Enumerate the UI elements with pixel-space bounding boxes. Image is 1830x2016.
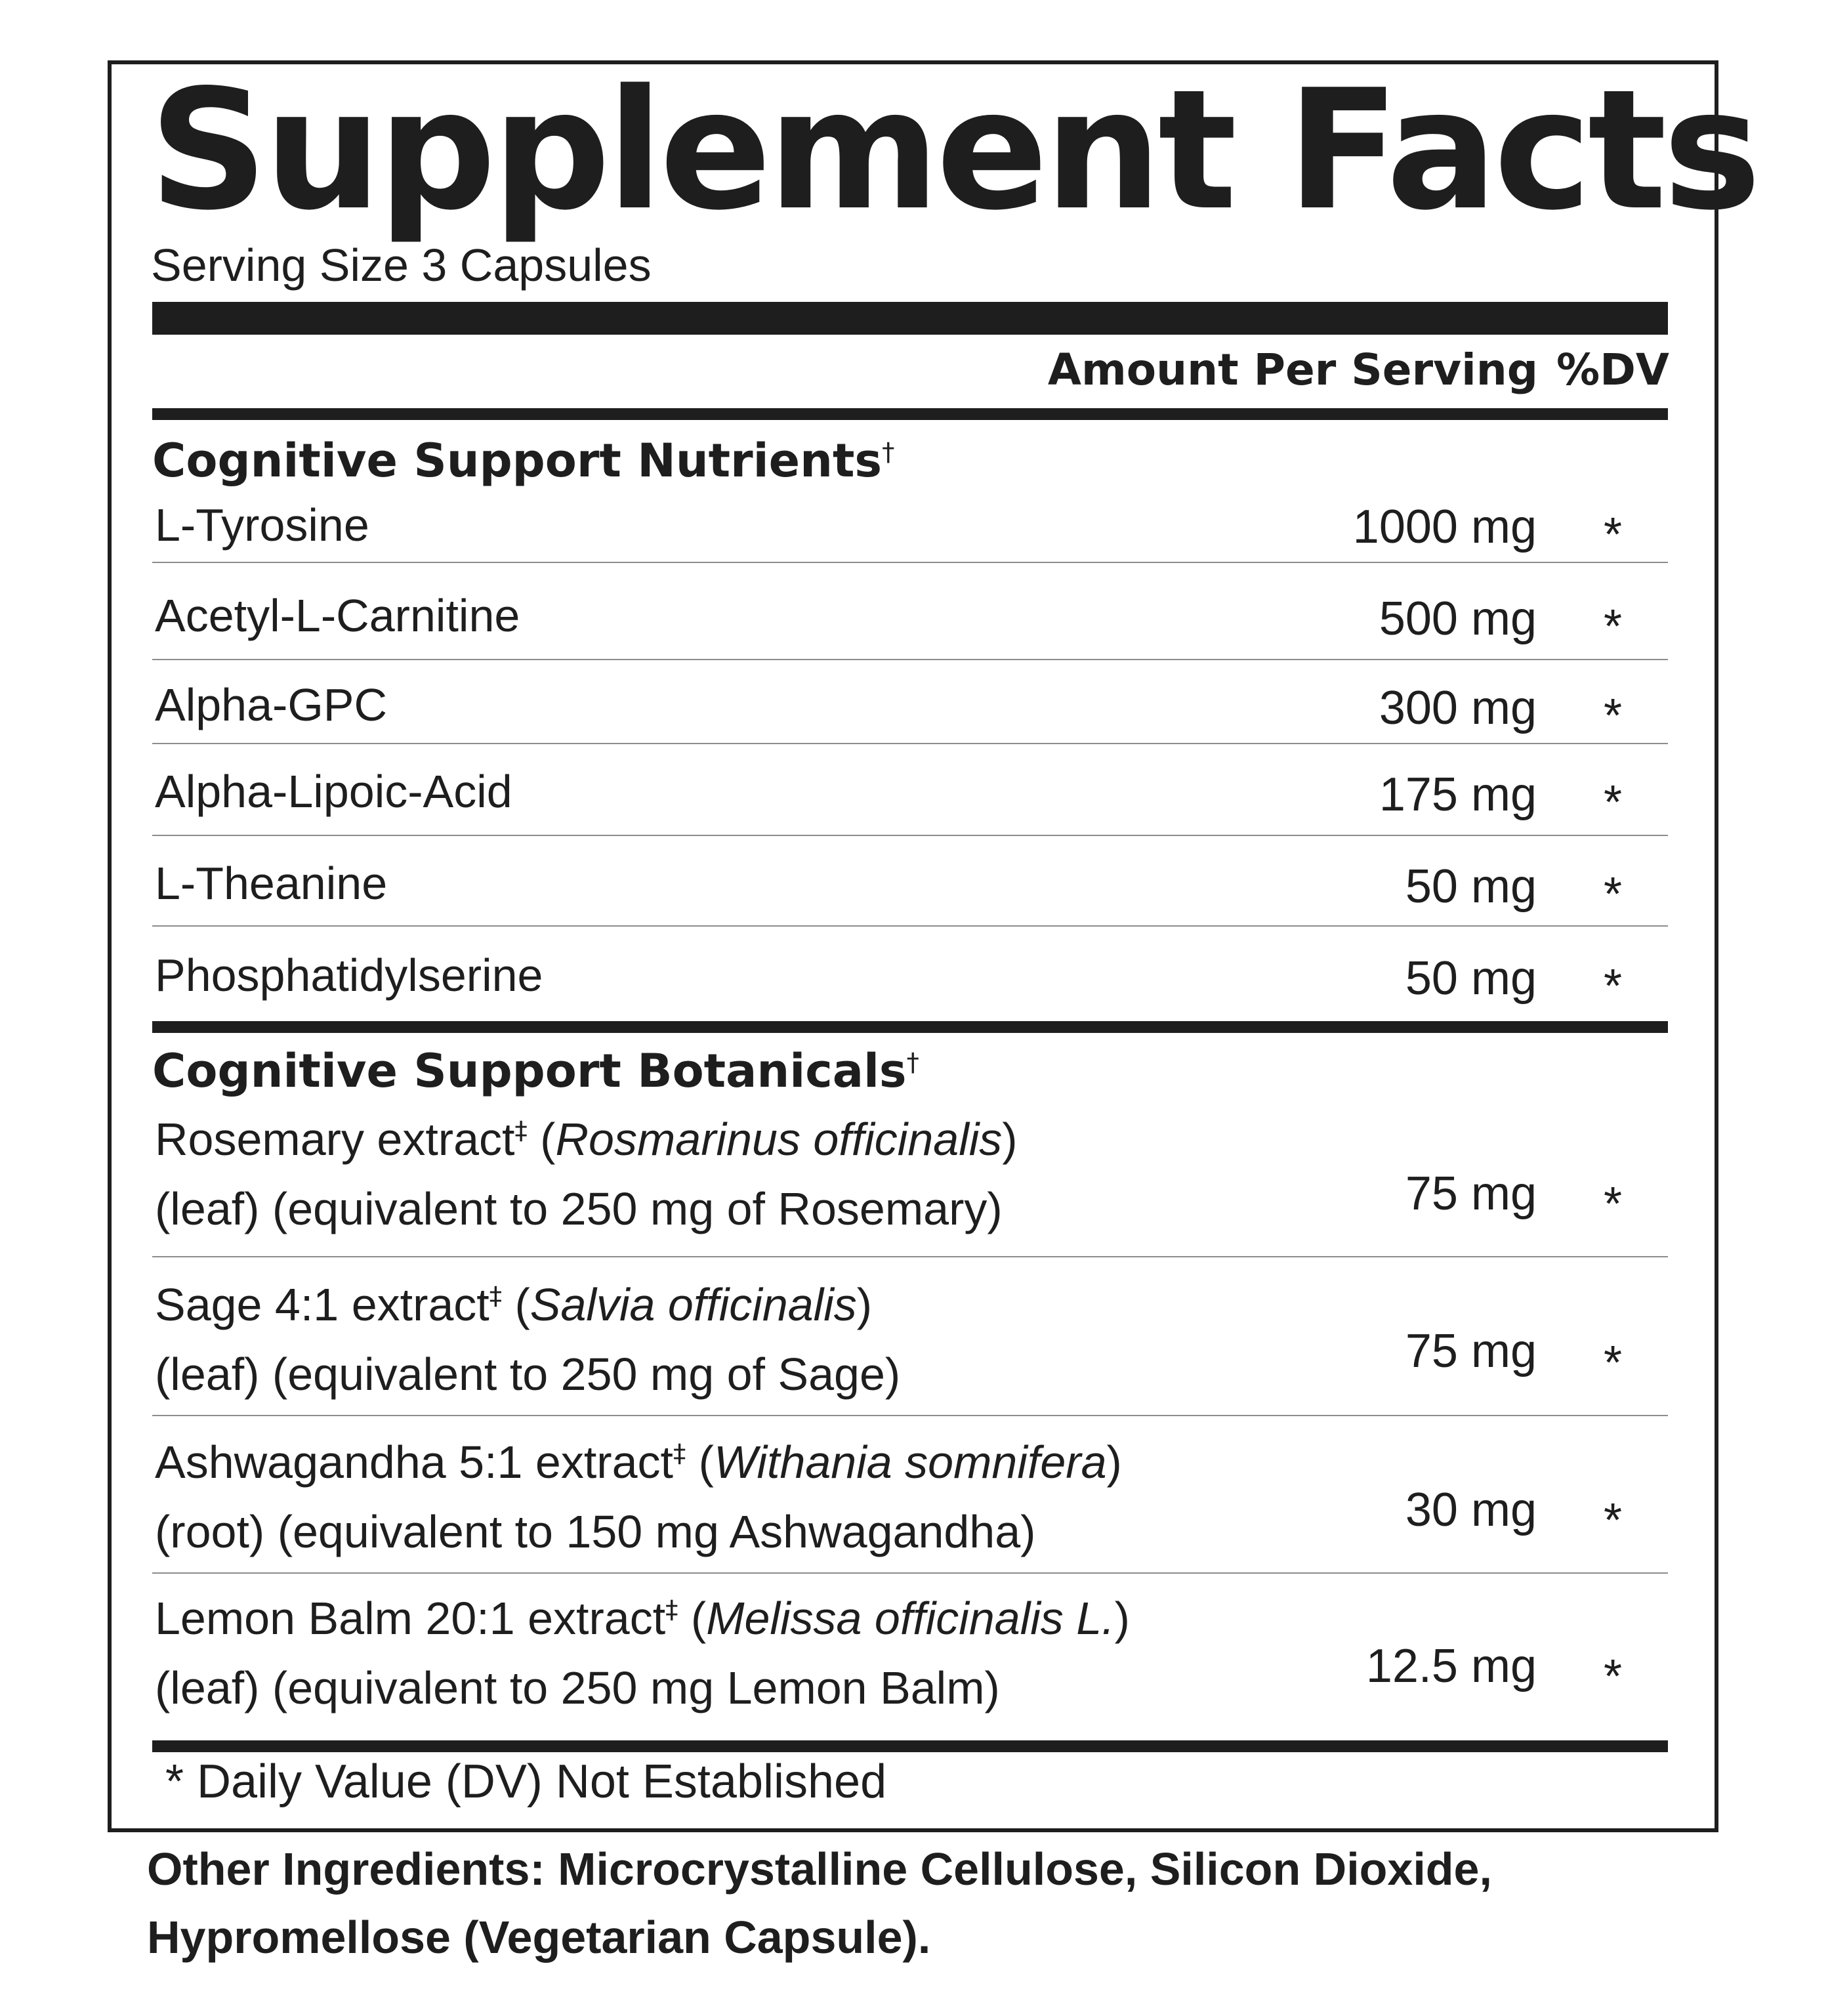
botanical-row bbox=[152, 1416, 1668, 1574]
botanical-row bbox=[152, 1105, 1668, 1257]
botanical-description: (leaf) (equivalent to 250 mg of Rosemary) bbox=[155, 1183, 1003, 1234]
botanical-name: Rosemary extract‡ (Rosmarinus officinalis) bbox=[155, 1114, 1018, 1165]
nutrient-dv: * bbox=[1603, 690, 1622, 742]
nutrient-amount: 50 mg bbox=[1405, 952, 1537, 1005]
nutrient-amount: 300 mg bbox=[1379, 682, 1537, 734]
botanical-latin-name: Withania somnifera bbox=[713, 1437, 1107, 1488]
nutrient-row bbox=[152, 744, 1668, 836]
nutrient-name: Alpha-GPC bbox=[155, 679, 388, 730]
nutrient-amount: 175 mg bbox=[1379, 768, 1537, 821]
nutrient-dv: * bbox=[1603, 509, 1622, 561]
botanical-description: (leaf) (equivalent to 250 mg of Sage) bbox=[155, 1349, 901, 1400]
botanical-amount: 75 mg bbox=[1405, 1167, 1537, 1220]
botanical-latin-name: Melissa officinalis L. bbox=[706, 1593, 1115, 1644]
botanical-name: Ashwagandha 5:1 extract‡ (Withania somnifera) bbox=[155, 1437, 1122, 1488]
botanical-dv: * bbox=[1603, 1494, 1622, 1547]
top-rule bbox=[152, 302, 1668, 335]
header-rule bbox=[152, 408, 1668, 420]
nutrient-dv: * bbox=[1603, 960, 1622, 1013]
nutrient-dv: * bbox=[1603, 776, 1622, 829]
botanical-amount: 30 mg bbox=[1405, 1484, 1537, 1536]
bottom-rule bbox=[152, 1740, 1668, 1752]
nutrient-row bbox=[152, 660, 1668, 744]
label-title: Supplement Facts bbox=[149, 54, 1758, 247]
nutrient-name: Phosphatidylserine bbox=[155, 950, 543, 1001]
nutrients-section-heading: Cognitive Support Nutrients† bbox=[152, 434, 895, 488]
nutrient-amount: 1000 mg bbox=[1352, 501, 1537, 553]
other-ingredients-line: Hypromellose (Vegetarian Capsule). bbox=[147, 1912, 931, 1963]
amount-per-serving-header: Amount Per Serving bbox=[1047, 345, 1538, 395]
nutrient-name: L-Theanine bbox=[155, 858, 388, 909]
nutrient-row bbox=[152, 496, 1668, 563]
nutrient-row bbox=[152, 927, 1668, 1018]
botanical-latin-name: Rosmarinus officinalis bbox=[555, 1114, 1003, 1165]
nutrient-dv: * bbox=[1603, 600, 1622, 653]
botanical-description: (root) (equivalent to 150 mg Ashwagandha) bbox=[155, 1506, 1036, 1557]
botanical-description: (leaf) (equivalent to 250 mg Lemon Balm) bbox=[155, 1662, 1000, 1713]
nutrient-row bbox=[152, 836, 1668, 927]
nutrient-name: L-Tyrosine bbox=[155, 499, 369, 551]
botanical-dv: * bbox=[1603, 1337, 1622, 1389]
other-ingredients-line: Other Ingredients: Microcrystalline Cellulose, Silicon Dioxide, bbox=[147, 1843, 1492, 1895]
botanical-amount: 75 mg bbox=[1405, 1325, 1537, 1377]
daily-value-header: %DV bbox=[1556, 345, 1669, 395]
nutrient-row bbox=[152, 563, 1668, 660]
serving-size: Serving Size 3 Capsules bbox=[151, 240, 652, 291]
nutrient-dv: * bbox=[1603, 868, 1622, 921]
botanical-dv: * bbox=[1603, 1178, 1622, 1230]
botanical-name: Sage 4:1 extract‡ (Salvia officinalis) bbox=[155, 1279, 873, 1330]
botanical-amount: 12.5 mg bbox=[1365, 1640, 1537, 1692]
section-rule bbox=[152, 1021, 1668, 1033]
botanical-dv: * bbox=[1603, 1650, 1622, 1703]
botanical-latin-name: Salvia officinalis bbox=[530, 1279, 857, 1330]
nutrient-name: Acetyl-L-Carnitine bbox=[155, 590, 520, 641]
other-ingredients bbox=[147, 1835, 1492, 1971]
nutrient-amount: 50 mg bbox=[1405, 860, 1537, 913]
nutrient-name: Alpha-Lipoic-Acid bbox=[155, 766, 512, 817]
daily-value-footnote: * Daily Value (DV) Not Established bbox=[165, 1755, 887, 1808]
botanicals-section-heading: Cognitive Support Botanicals† bbox=[152, 1044, 919, 1098]
botanical-row bbox=[152, 1257, 1668, 1416]
botanical-row bbox=[152, 1574, 1668, 1738]
nutrient-amount: 500 mg bbox=[1379, 593, 1537, 645]
botanical-name: Lemon Balm 20:1 extract‡ (Melissa officinalis L.) bbox=[155, 1593, 1130, 1644]
